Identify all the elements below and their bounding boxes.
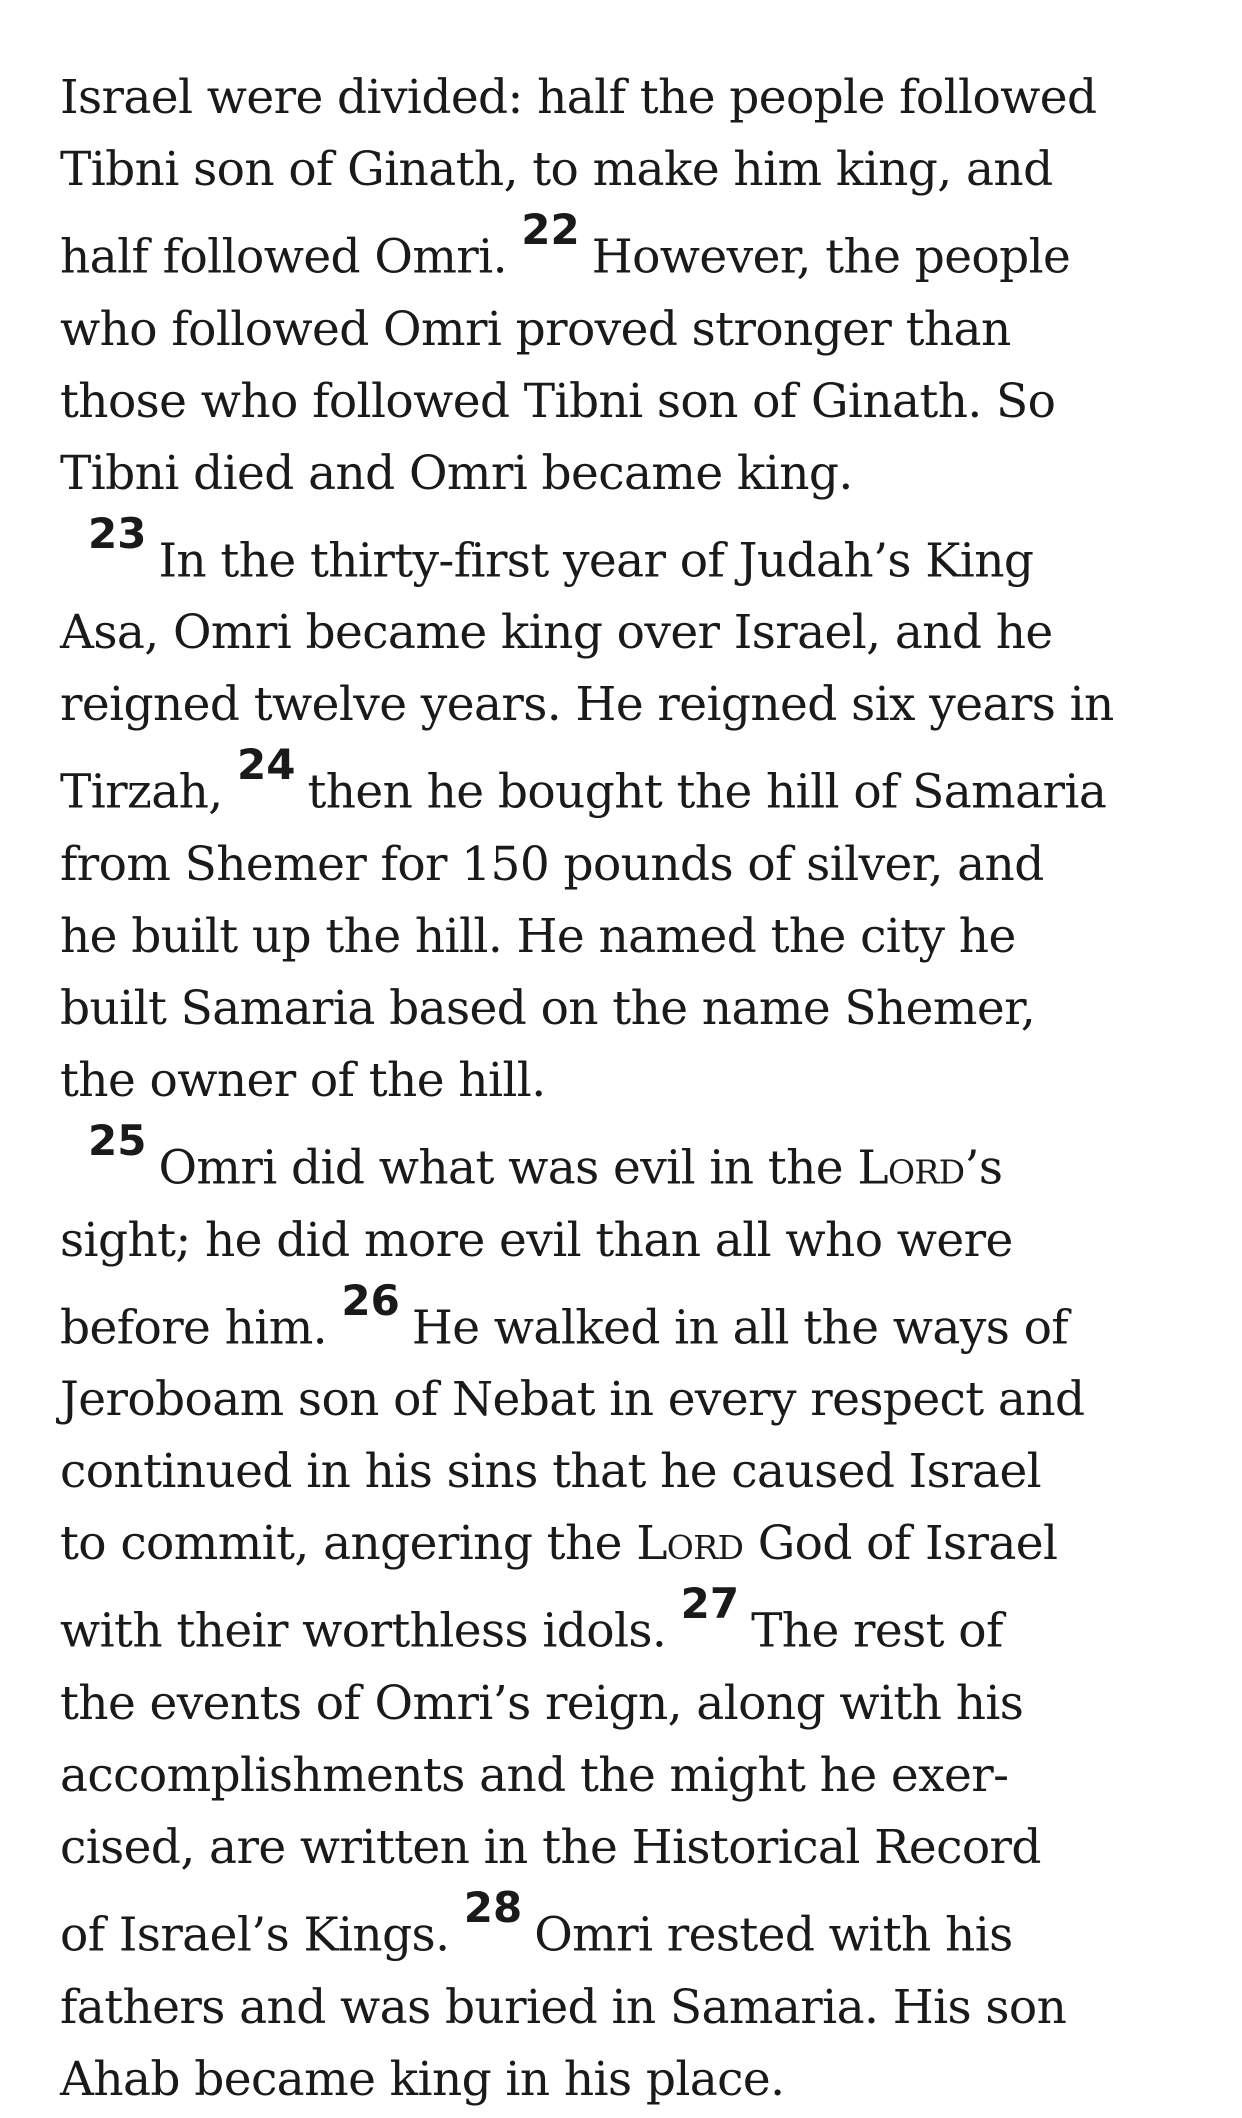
text-line: Asa, Omri became king over Israel, and he xyxy=(60,605,1053,661)
text-segment: of Israel’s Kings. xyxy=(60,1907,450,1963)
text-segment: In the thirty-first year of Judah’s King xyxy=(158,533,1034,589)
text-segment: then he bought the hill of Samaria xyxy=(307,764,1107,820)
text-line: cised, are written in the Historical Record xyxy=(60,1819,1041,1875)
text-line: accomplishments and the might he exer- xyxy=(60,1747,1009,1803)
text-segment: before him. xyxy=(60,1300,328,1356)
divine-name-lord: Lord xyxy=(857,1140,965,1196)
text-line xyxy=(60,1580,1202,1668)
paragraph-3 xyxy=(60,1117,1202,2116)
text-line: reigned twelve years. He reigned six years in xyxy=(60,677,1114,733)
text-segment: God of Israel xyxy=(757,1516,1058,1572)
text-line xyxy=(60,510,1202,598)
text-line: built Samaria based on the name Shemer, xyxy=(60,980,1036,1036)
text-line xyxy=(60,1508,1202,1580)
text-line: Tibni died and Omri became king. xyxy=(60,445,853,501)
text-segment: to commit, angering the xyxy=(60,1516,622,1572)
text-line: Israel were divided: half the people followed xyxy=(60,70,1097,125)
verse-number-24: 24 xyxy=(237,740,296,790)
text-segment: He walked in all the ways of xyxy=(411,1300,1069,1356)
text-line: Ahab became king in his place. xyxy=(60,2051,785,2107)
paragraph-2 xyxy=(60,510,1202,1117)
text-line xyxy=(60,1117,1202,1205)
text-line xyxy=(60,1277,1202,1365)
text-segment: with their worthless idols. xyxy=(60,1603,667,1659)
verse-number-27: 27 xyxy=(680,1579,740,1629)
verse-number-25: 25 xyxy=(88,1115,147,1165)
text-line: who followed Omri proved stronger than xyxy=(60,301,1011,357)
divine-name-lord: Lord xyxy=(636,1516,744,1572)
verse-number-22: 22 xyxy=(521,205,580,254)
text-segment: Tirzah, xyxy=(60,764,223,820)
verse-number-23: 23 xyxy=(88,508,147,558)
paragraph-1 xyxy=(60,62,1202,510)
text-segment: The rest of xyxy=(751,1603,1003,1659)
text-line xyxy=(60,741,1202,829)
text-segment: Omri rested with his xyxy=(534,1907,1013,1963)
text-line: he built up the hill. He named the city he xyxy=(60,908,1016,964)
text-line: Jeroboam son of Nebat in every respect and xyxy=(60,1372,1085,1428)
text-line: fathers and was buried in Samaria. His son xyxy=(60,1979,1067,2035)
text-line: Tibni son of Ginath, to make him king, and xyxy=(60,142,1053,197)
text-line: sight; he did more evil than all who were xyxy=(60,1212,1013,1268)
text-line: from Shemer for 150 pounds of silver, and xyxy=(60,836,1044,892)
text-line: continued in his sins that he caused Israel xyxy=(60,1444,1042,1500)
text-segment: ’s xyxy=(964,1140,1003,1196)
text-segment: However, the people xyxy=(591,229,1071,285)
text-line xyxy=(60,206,1202,294)
text-line: those who followed Tibni son of Ginath. So xyxy=(60,373,1056,429)
verse-number-28: 28 xyxy=(463,1882,523,1932)
text-line xyxy=(60,1884,1202,1972)
verse-number-26: 26 xyxy=(341,1275,400,1325)
text-segment: half followed Omri. xyxy=(60,229,507,285)
text-line: the events of Omri’s reign, along with his xyxy=(60,1675,1024,1731)
text-segment: Omri did what was evil in the xyxy=(158,1140,843,1196)
text-line: the owner of the hill. xyxy=(60,1052,546,1108)
